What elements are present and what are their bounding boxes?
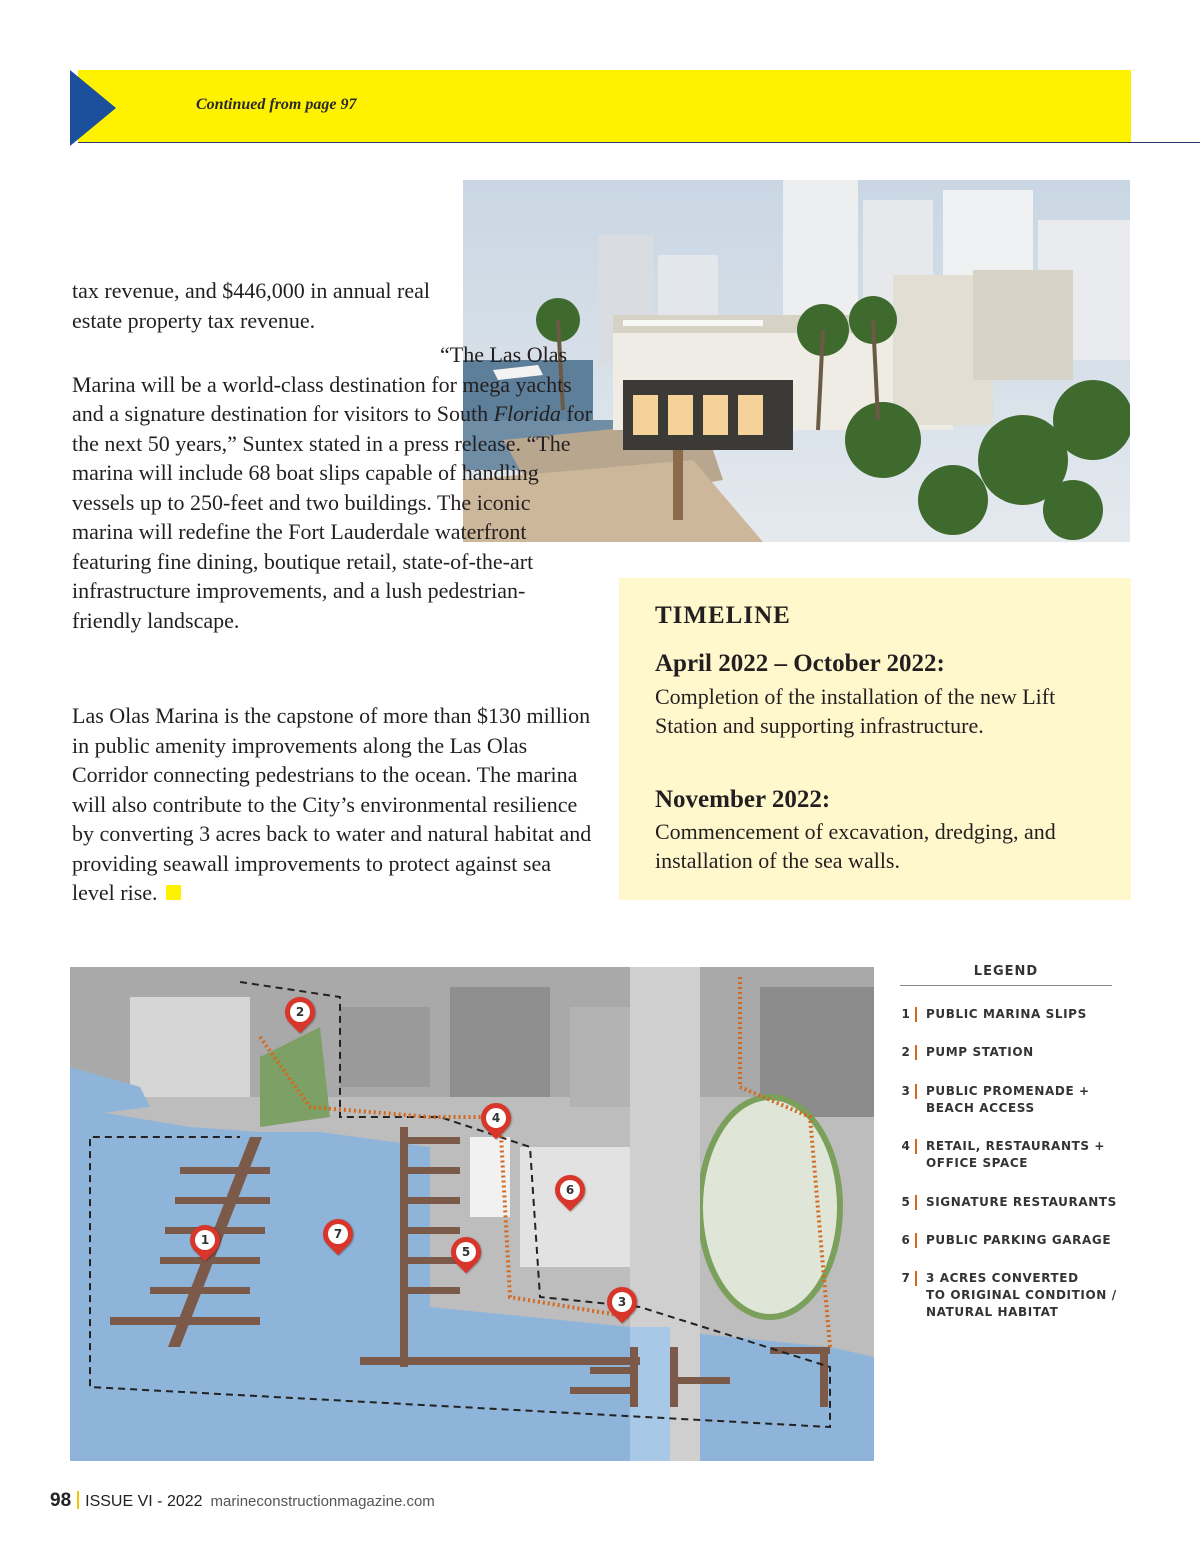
map-marker-label: 7 (328, 1224, 348, 1244)
map-marker-label: 4 (486, 1108, 506, 1128)
legend-bar (915, 1045, 917, 1060)
legend-num: 3 (901, 1084, 911, 1098)
para3-text: Las Olas Marina is the capstone of more than $130 million in public amenity improvements along the Las Olas Corridor connecting pedestrians to the ocean. The marina will also contribute to the City’s environmental resilience by converting 3 acres back to water and natural habitat and providing seawall improvements to protect against sea level rise. (72, 703, 592, 905)
timeline-box (619, 578, 1131, 900)
legend-rule (900, 985, 1112, 986)
map-marker-label: 1 (195, 1230, 215, 1250)
legend-bar (915, 1271, 917, 1286)
chevron-arrow-icon (70, 70, 116, 146)
continued-label: Continued from page 97 (196, 96, 357, 113)
map-marker-label: 3 (612, 1292, 632, 1312)
legend-num: 7 (901, 1271, 911, 1285)
legend-text: PUMP STATION (926, 1045, 1034, 1059)
para2-italic: Florida (493, 401, 561, 426)
legend-num: 1 (901, 1007, 911, 1021)
timeline-date-2: November 2022: (655, 786, 831, 813)
footer-divider (77, 1491, 79, 1509)
map-legend (900, 964, 1120, 1319)
end-of-article-mark (166, 885, 181, 900)
article-paragraph-2 (72, 340, 592, 635)
timeline-desc-2: Commencement of excavation, dredging, and installation of the sea walls. (655, 819, 1056, 873)
legend-text: 3 ACRES CONVERTED TO ORIGINAL CONDITION / NATURAL HABITAT (926, 1271, 1117, 1319)
legend-title: LEGEND (973, 964, 1039, 979)
map-marker-label: 5 (456, 1242, 476, 1262)
map-marker-label: 2 (290, 1002, 310, 1022)
legend-num: 5 (901, 1195, 911, 1209)
page-number: 98 (50, 1490, 72, 1511)
timeline-desc-1: Completion of the installation of the new Lift Station and supporting infrastructure. (655, 684, 1056, 738)
legend-num: 6 (901, 1233, 911, 1247)
para2-text-b: for the next 50 years,” Suntex stated in a press release. “The marina will include 68 boat slips capable of handling vessels up to 250-feet and two buildings. The iconic marina will redefine the Fort Lauderdale waterfront featuring fine dining, boutique retail, state-of-the-art infrastructure improvements, and a lush pedestrian-friendly landscape. (72, 401, 592, 633)
article-paragraph-3 (72, 701, 592, 908)
legend-num: 2 (901, 1045, 911, 1059)
legend-text: SIGNATURE RESTAURANTS (926, 1195, 1117, 1209)
page-footer (50, 1490, 435, 1512)
legend-text: PUBLIC PROMENADE + BEACH ACCESS (926, 1084, 1090, 1115)
legend-bar (915, 1195, 917, 1210)
issue-label: ISSUE VI - 2022 (85, 1493, 203, 1510)
legend-bar (915, 1007, 917, 1022)
timeline-date-1: April 2022 – October 2022: (655, 650, 945, 677)
website-link[interactable]: marineconstructionmagazine.com (210, 1493, 435, 1510)
legend-bar (915, 1233, 917, 1248)
legend-text: PUBLIC MARINA SLIPS (926, 1007, 1087, 1021)
article-paragraph-1: tax revenue, and $446,000 in annual real estate property tax revenue. (72, 278, 430, 333)
timeline-title: TIMELINE (655, 602, 791, 629)
legend-num: 4 (901, 1139, 911, 1153)
map-marker-label: 6 (560, 1180, 580, 1200)
legend-text: PUBLIC PARKING GARAGE (926, 1233, 1112, 1247)
para2-text-a: “The Las Olas Marina will be a world-class destination for mega yachts and a signature destination for visitors to South (72, 342, 572, 426)
legend-bar (915, 1084, 917, 1099)
site-plan-map (70, 967, 874, 1461)
legend-text: RETAIL, RESTAURANTS + OFFICE SPACE (926, 1139, 1106, 1170)
header-rule (78, 142, 1200, 143)
legend-bar (915, 1139, 917, 1154)
